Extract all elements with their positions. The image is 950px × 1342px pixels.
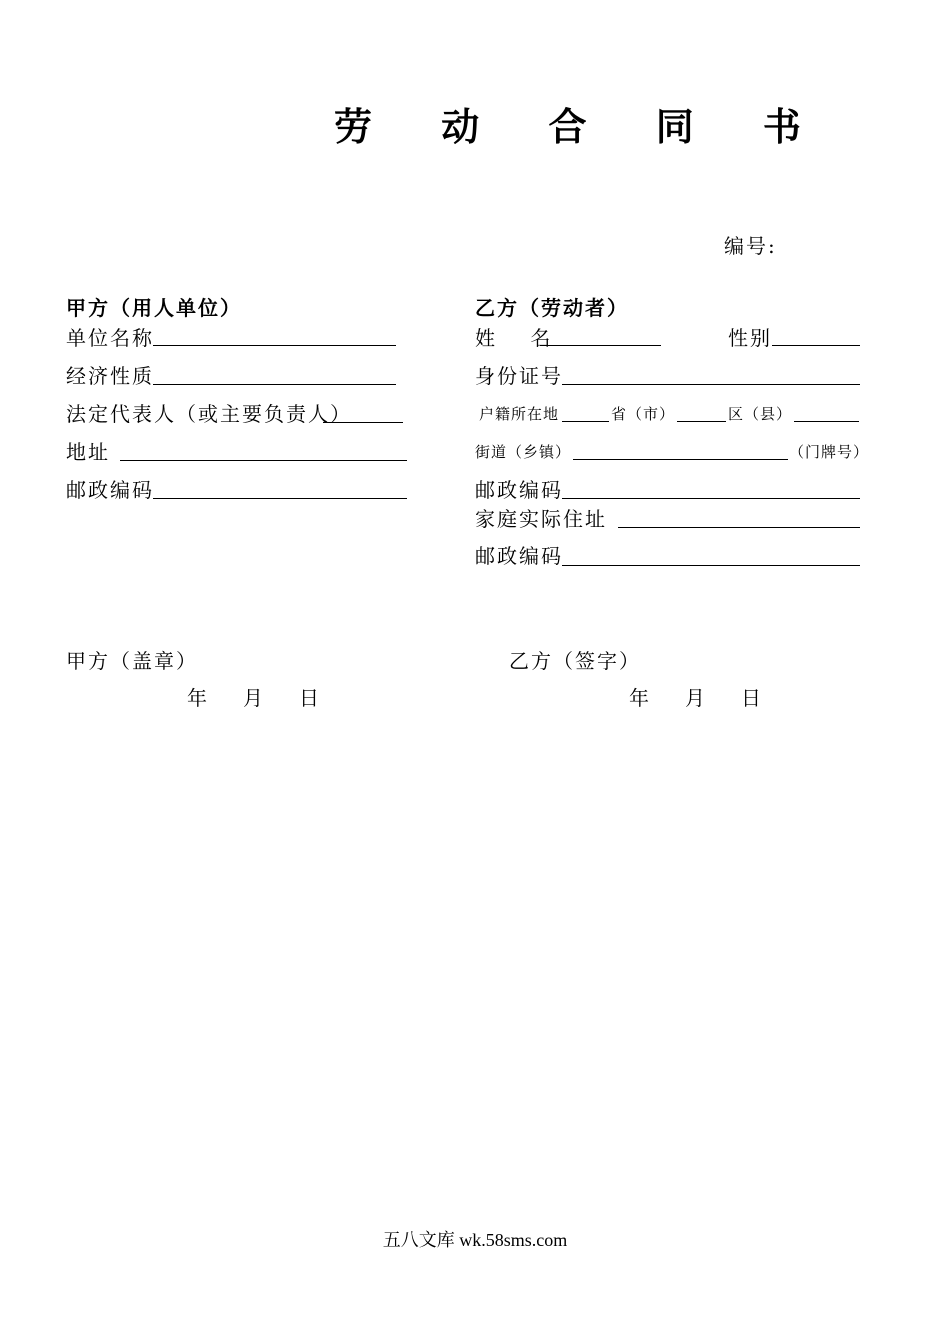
document-title: 劳 动 合 同 书 <box>334 104 829 149</box>
party-b-postcode-label: 邮政编码 <box>475 478 563 502</box>
party-b-sign-label: 乙方（签字） <box>509 649 641 673</box>
id-number-label: 身份证号 <box>475 364 563 388</box>
legal-rep-label: 法定代表人（或主要负责人） <box>66 402 352 426</box>
home-address-label: 家庭实际住址 <box>475 507 607 531</box>
gender-label: 性别 <box>728 326 772 350</box>
footer-text: 五八文库 wk.58sms.com <box>382 1230 568 1250</box>
party-b-postcode-field[interactable] <box>562 498 860 499</box>
id-number-field[interactable] <box>562 384 860 385</box>
unit-name-field[interactable] <box>153 345 396 346</box>
party-a-postcode-label: 邮政编码 <box>66 478 154 502</box>
province-label: 省（市） <box>611 405 676 423</box>
party-a-heading: 甲方（用人单位） <box>66 296 242 320</box>
legal-rep-field[interactable] <box>323 422 403 423</box>
party-a-postcode-field[interactable] <box>153 498 407 499</box>
district-field[interactable] <box>677 421 726 422</box>
party-a-month-label: 月 <box>243 686 265 710</box>
economic-nature-field[interactable] <box>153 384 396 385</box>
name-field[interactable] <box>540 345 661 346</box>
household-reg-label: 户籍所在地 <box>479 405 560 423</box>
party-a-day-label: 日 <box>299 686 321 710</box>
party-b-postcode2-label: 邮政编码 <box>475 544 563 568</box>
party-b-heading: 乙方（劳动者） <box>475 296 629 320</box>
party-b-postcode2-field[interactable] <box>562 565 860 566</box>
house-no-label: （门牌号） <box>789 443 870 461</box>
street-field[interactable] <box>573 459 788 460</box>
district-extra-field[interactable] <box>794 421 859 422</box>
name-label: 姓 名 <box>475 326 553 350</box>
gender-field[interactable] <box>772 345 860 346</box>
address-label: 地址 <box>66 440 110 464</box>
unit-name-label: 单位名称 <box>66 326 154 350</box>
address-field[interactable] <box>120 460 407 461</box>
district-label: 区（县） <box>728 405 793 423</box>
party-b-day-label: 日 <box>741 686 763 710</box>
party-b-year-label: 年 <box>629 686 651 710</box>
home-address-field[interactable] <box>618 527 860 528</box>
street-label: 街道（乡镇） <box>475 443 572 461</box>
party-a-seal-label: 甲方（盖章） <box>66 649 198 673</box>
party-b-month-label: 月 <box>685 686 707 710</box>
contract-number-label: 编号: <box>724 234 777 258</box>
province-field[interactable] <box>562 421 609 422</box>
party-a-year-label: 年 <box>187 686 209 710</box>
economic-nature-label: 经济性质 <box>66 364 154 388</box>
